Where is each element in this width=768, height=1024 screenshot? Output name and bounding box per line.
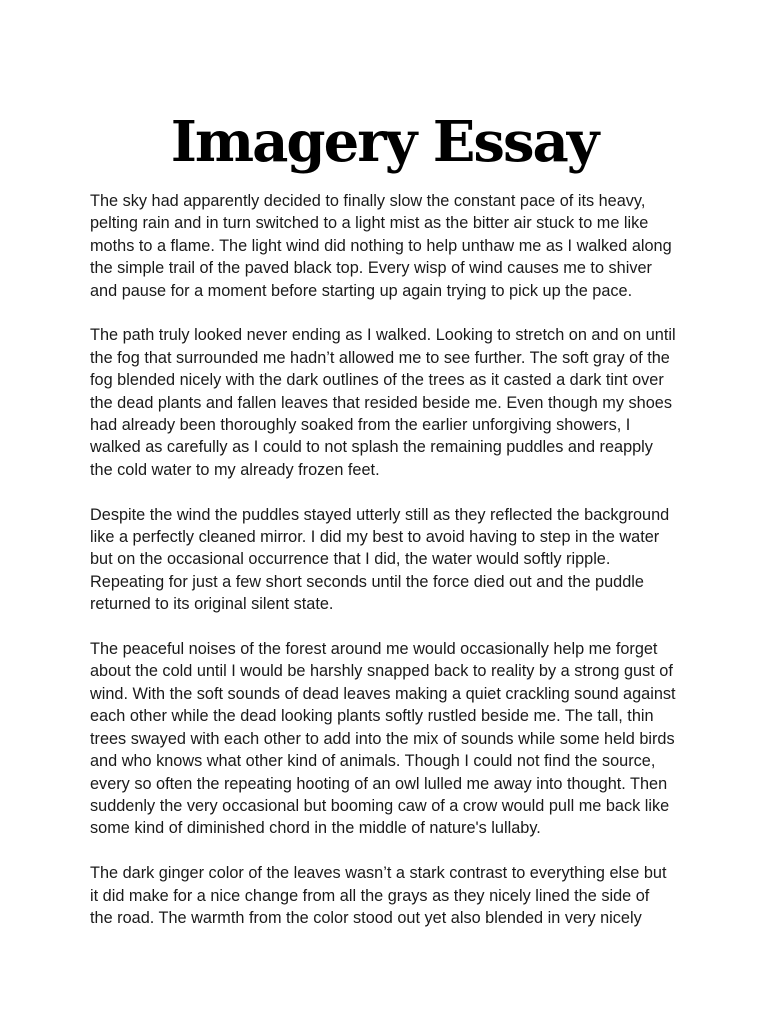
text-line: The dark ginger color of the leaves wasn’t a stark contrast to everything else but <box>90 864 667 883</box>
text-line: trees swayed with each other to add into the mix of sounds while some held birds <box>90 729 675 748</box>
text-line: but on the occasional occurrence that I did, the water would softly ripple. <box>90 550 611 569</box>
text-line: the cold water to my already frozen feet. <box>90 460 380 479</box>
text-line: The path truly looked never ending as I walked. Looking to stretch on and on until <box>90 326 676 345</box>
text-line: and who knows what other kind of animals. Though I could not find the source, <box>90 752 656 771</box>
paragraph-3 <box>90 504 690 616</box>
text-line: the fog that surrounded me hadn’t allowed me to see further. The soft gray of the <box>90 348 670 367</box>
text-line: The peaceful noises of the forest around me would occasionally help me forget <box>90 640 658 659</box>
text-line: pelting rain and in turn switched to a light mist as the bitter air stuck to me like <box>90 214 649 233</box>
paragraph-5 <box>90 862 690 929</box>
document-title: Imagery Essay <box>170 109 598 175</box>
essay-body <box>90 190 690 952</box>
text-line: Despite the wind the puddles stayed utterly still as they reflected the background <box>90 505 670 524</box>
paragraph-2 <box>90 324 690 481</box>
text-line: some kind of diminished chord in the middle of nature's lullaby. <box>90 819 541 838</box>
text-line: each other while the dead looking plants softly rustled beside me. The tall, thin <box>90 707 654 726</box>
text-line: the dead plants and fallen leaves that resided beside me. Even though my shoes <box>90 393 672 412</box>
text-line: The sky had apparently decided to finally slow the constant pace of its heavy, <box>90 192 646 210</box>
text-line: the simple trail of the paved black top. Every wisp of wind causes me to shiver <box>90 259 652 278</box>
text-line: and pause for a moment before starting up again trying to pick up the pace. <box>90 281 633 300</box>
text-line: suddenly the very occasional but booming caw of a crow would pull me back like <box>90 796 670 815</box>
text-line: Repeating for just a few short seconds until the force died out and the puddle <box>90 572 644 591</box>
text-line: fog blended nicely with the dark outlines of the trees as it casted a dark tint over <box>90 371 664 390</box>
text-line: wind. With the soft sounds of dead leaves making a quiet crackling sound against <box>90 684 676 703</box>
paragraph-4 <box>90 638 690 840</box>
text-line: had already been thoroughly soaked from the earlier unforgiving showers, I <box>90 416 631 435</box>
text-line: it did make for a nice change from all the grays as they nicely lined the side of <box>90 886 650 905</box>
text-line: like a perfectly cleaned mirror. I did my best to avoid having to step in the water <box>90 528 660 547</box>
text-line: the road. The warmth from the color stood out yet also blended in very nicely <box>90 908 642 927</box>
text-line: walked as carefully as I could to not splash the remaining puddles and reapply <box>90 438 653 457</box>
paragraph-1 <box>90 190 690 302</box>
text-line: returned to its original silent state. <box>90 595 334 614</box>
text-line: about the cold until I would be harshly snapped back to reality by a strong gust of <box>90 662 673 681</box>
text-line: moths to a flame. The light wind did nothing to help unthaw me as I walked along <box>90 236 672 255</box>
text-line: every so often the repeating hooting of an owl lulled me away into thought. Then <box>90 774 668 793</box>
